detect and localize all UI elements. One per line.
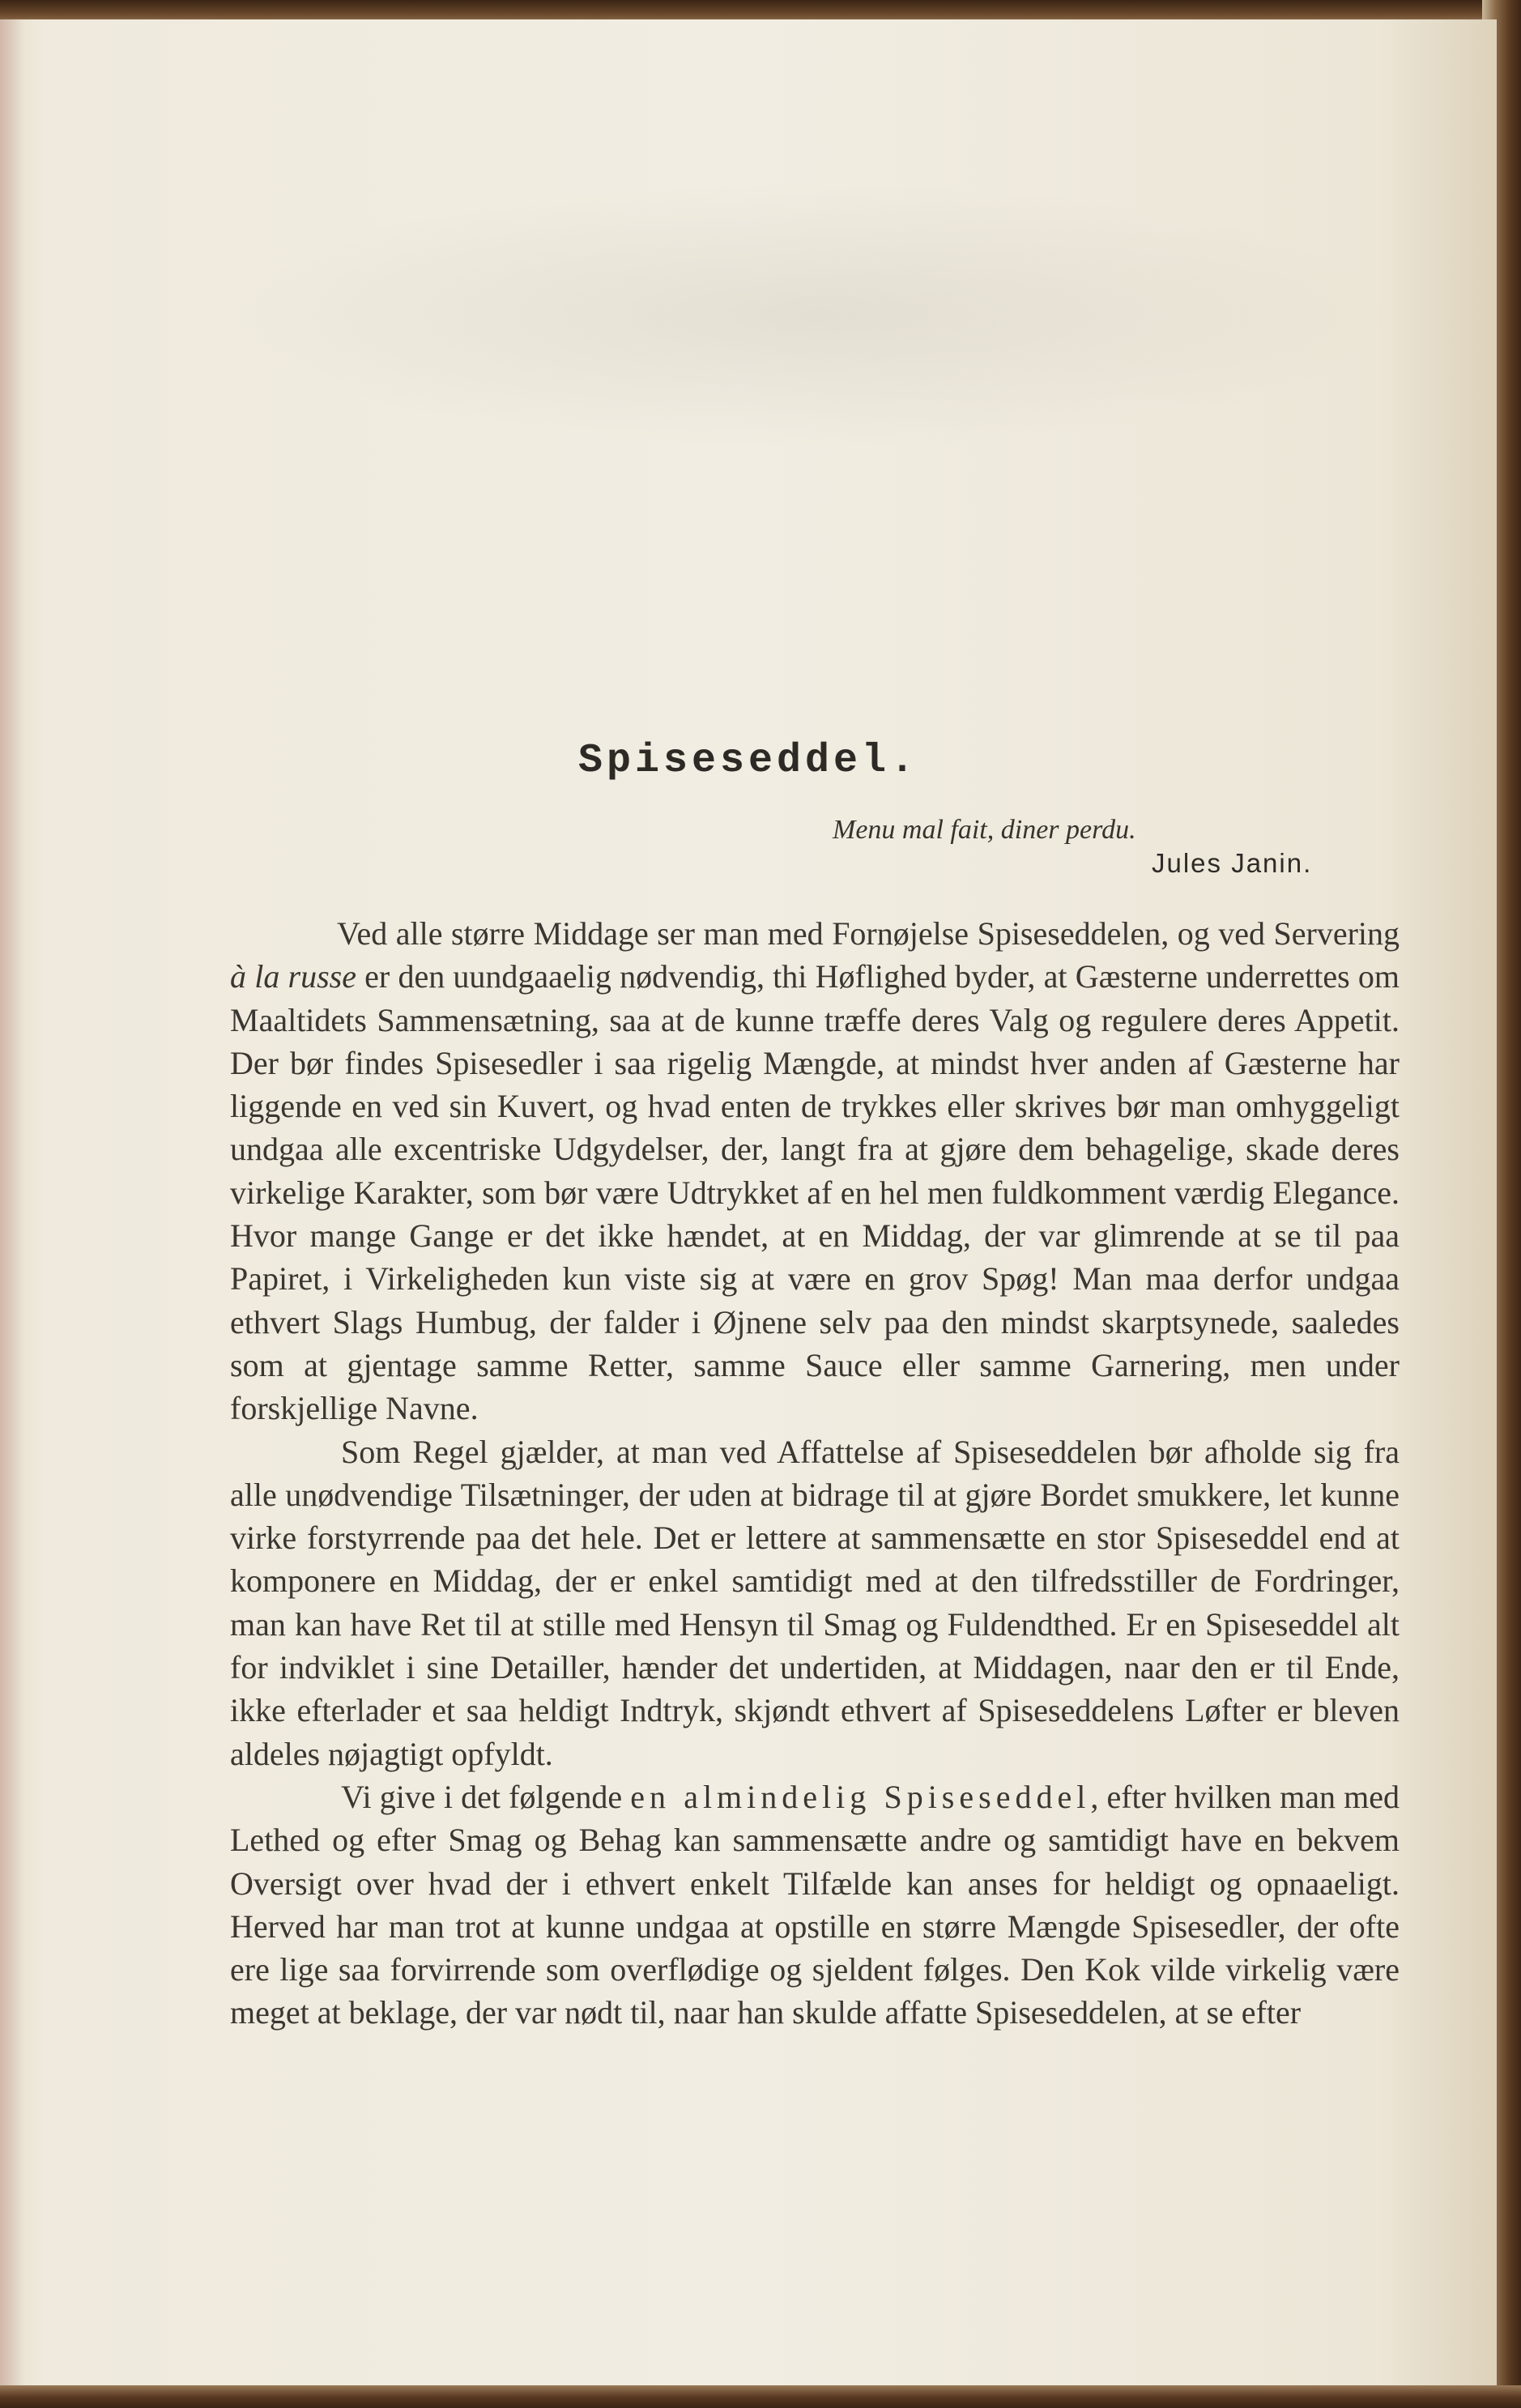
paragraph-1-italic-phrase: à la russe — [230, 958, 356, 995]
page-heading: Spiseseddel. — [577, 738, 919, 784]
paragraph-3 — [230, 1775, 1400, 2035]
paragraph-3-spaced-phrase: en almindelig Spiseseddel — [630, 1778, 1091, 1815]
epigraph-quote: Menu mal fait, diner perdu. — [833, 815, 1136, 845]
epigraph-author: Jules Janin. — [1152, 848, 1313, 878]
paragraph-1-start: Ved alle større Middage ser man med Fornøjelse Spiseseddelen, og ved Servering — [337, 915, 1400, 952]
paragraph-3-start: Vi give i det følgende — [341, 1778, 631, 1815]
show-through-text — [227, 181, 1393, 449]
body-text — [230, 912, 1400, 2035]
page-edge-stain — [0, 19, 24, 2389]
paragraph-1-rest: er den uundgaaelig nødvendig, thi Høflighed byder, at Gæsterne underrettes om Maaltidets Sammensætning, saa at de kunne træffe deres Valg og regulere deres Appetit. Der bør findes Spisesedler i saa rigelig Mængde, at mindst hver anden af Gæsterne har liggende en ved sin Kuvert, og hvad enten de trykkes eller skrives bør man omhyggeligt undgaa alle excentriske Udgydelser, der, langt fra at gjøre dem behagelige, skade deres virkelige Karakter, som bør være Udtrykket af en hel men fuldkomment værdig Elegance. Hvor mange Gange er det ikke hændet, at en Middag, der var glimrende at se til paa Papiret, i Virkeligheden kun viste sig at være en grov Spøg! Man maa derfor undgaa ethvert Slags Humbug, der falder i Øjnene selv paa den mindst skarptsynede, saaledes som at gjentage samme Retter, samme Sauce eller samme Garnering, men under forskjellige Navne. — [230, 958, 1400, 1427]
book-page — [0, 19, 1497, 2389]
paragraph-3-rest: , efter hvilken man med Lethed og efter Smag og Behag kan sammensætte andre og samtidigt have en bekvem Oversigt over hvad der i ethvert enkelt Tilfælde kan anses for heldigt og opnaaeligt. Herved har man trot at kunne undgaa at opstille en større Mængde Spisesedler, der ofte ere lige saa forvirrende som overflødige og sjeldent følges. Den Kok vilde virkelig være meget at beklage, der var nødt til, naar han skulde affatte Spiseseddelen, at se efter — [230, 1778, 1400, 2031]
paragraph-2: Som Regel gjælder, at man ved Affattelse af Spiseseddelen bør afholde sig fra alle unødvendige Tilsætninger, der uden at bidrage til at gjøre Bordet smukkere, let kunne virke forstyrrende paa det hele. Det er lettere at sammensætte en stor Spiseseddel end at komponere en Middag, der er enkel samtidigt med at den tilfredsstiller de Fordringer, man kan have Ret til at stille med Hensyn til Smag og Fuldendthed. Er en Spiseseddel alt for indviklet i sine Detailler, hænder det undertiden, at Middagen, naar den er til Ende, ikke efterlader et saa heldigt Indtryk, skjøndt ethvert af Spiseseddelens Løfter er bleven aldeles nøjagtigt opfyldt. — [230, 1433, 1400, 1772]
book-bottom-edge — [0, 2385, 1521, 2408]
paragraph-1 — [230, 912, 1400, 1430]
